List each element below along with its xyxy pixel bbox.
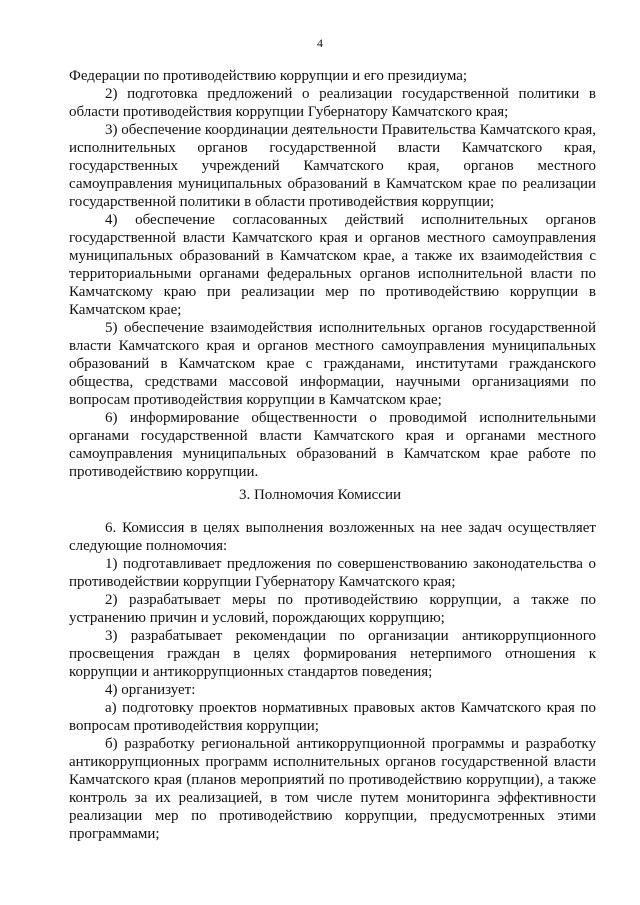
paragraph: 2) разрабатывает меры по противодействию коррупции, а также по устранению причин и условий, порождающих коррупцию; [69, 592, 596, 626]
paragraph: 3) разрабатывает рекомендации по организации антикоррупционного просвещения граждан в целях формирования нетерпимого отношения к коррупции и антикоррупционных стандартов поведения; [69, 628, 596, 680]
paragraph: 6) информирование общественности о проводимой исполнительными органами государственной власти Камчатского края и органами местного самоуправления муниципальных образований в Камчатском крае работе по противодействию коррупции. [69, 410, 596, 480]
document-body-top [69, 67, 596, 481]
paragraph: 5) обеспечение взаимодействия исполнительных органов государственной власти Камчатского края и органов местного самоуправления муниципальных образований в Камчатском крае с гражданами, институтами гражданского общества, средствами массовой информации, научными организациями по вопросам противодействия коррупции в Камчатском крае; [69, 320, 596, 408]
paragraph: 3) обеспечение координации деятельности Правительства Камчатского края, исполнительных органов государственной власти Камчатского края, государственных учреждений Камчатского края, органов местного самоуправления муниципальных образований в Камчатском крае по реализации государственной политики в области противодействия коррупции; [69, 122, 596, 210]
page-number: 4 [317, 36, 323, 50]
document-body-bottom [69, 519, 596, 843]
paragraph: б) разработку региональной антикоррупционной программы и разработку антикоррупционных программ исполнительных органов государственной власти Камчатского края (планов мероприятий по противодействию коррупции), а также контроль за их реализацией, в том числе путем мониторинга эффективности реализации мер по противодействию коррупции, предусмотренных этими программами; [69, 736, 596, 842]
paragraph: а) подготовку проектов нормативных правовых актов Камчатского края по вопросам противодействия коррупции; [69, 700, 596, 734]
paragraph: 6. Комиссия в целях выполнения возложенных на нее задач осуществляет следующие полномочия: [69, 520, 596, 554]
paragraph: 4) обеспечение согласованных действий исполнительных органов государственной власти Камчатского края и органов местного самоуправления муниципальных образований в Камчатском крае, а также их взаимодействия с территориальными органами федеральных органов исполнительной власти по Камчатскому краю при реализации мер по противодействию коррупции в Камчатском крае; [69, 212, 596, 318]
paragraph: 2) подготовка предложений о реализации государственной политики в области противодействия коррупции Губернатору Камчатского края; [69, 86, 596, 120]
paragraph: 4) организует: [105, 682, 196, 698]
paragraph: 1) подготавливает предложения по совершенствованию законодательства о противодействии коррупции Губернатору Камчатского края; [69, 556, 596, 590]
section-heading: 3. Полномочия Комиссии [238, 487, 402, 503]
paragraph-continuation: Федерации по противодействию коррупции и его президиума; [69, 68, 468, 84]
